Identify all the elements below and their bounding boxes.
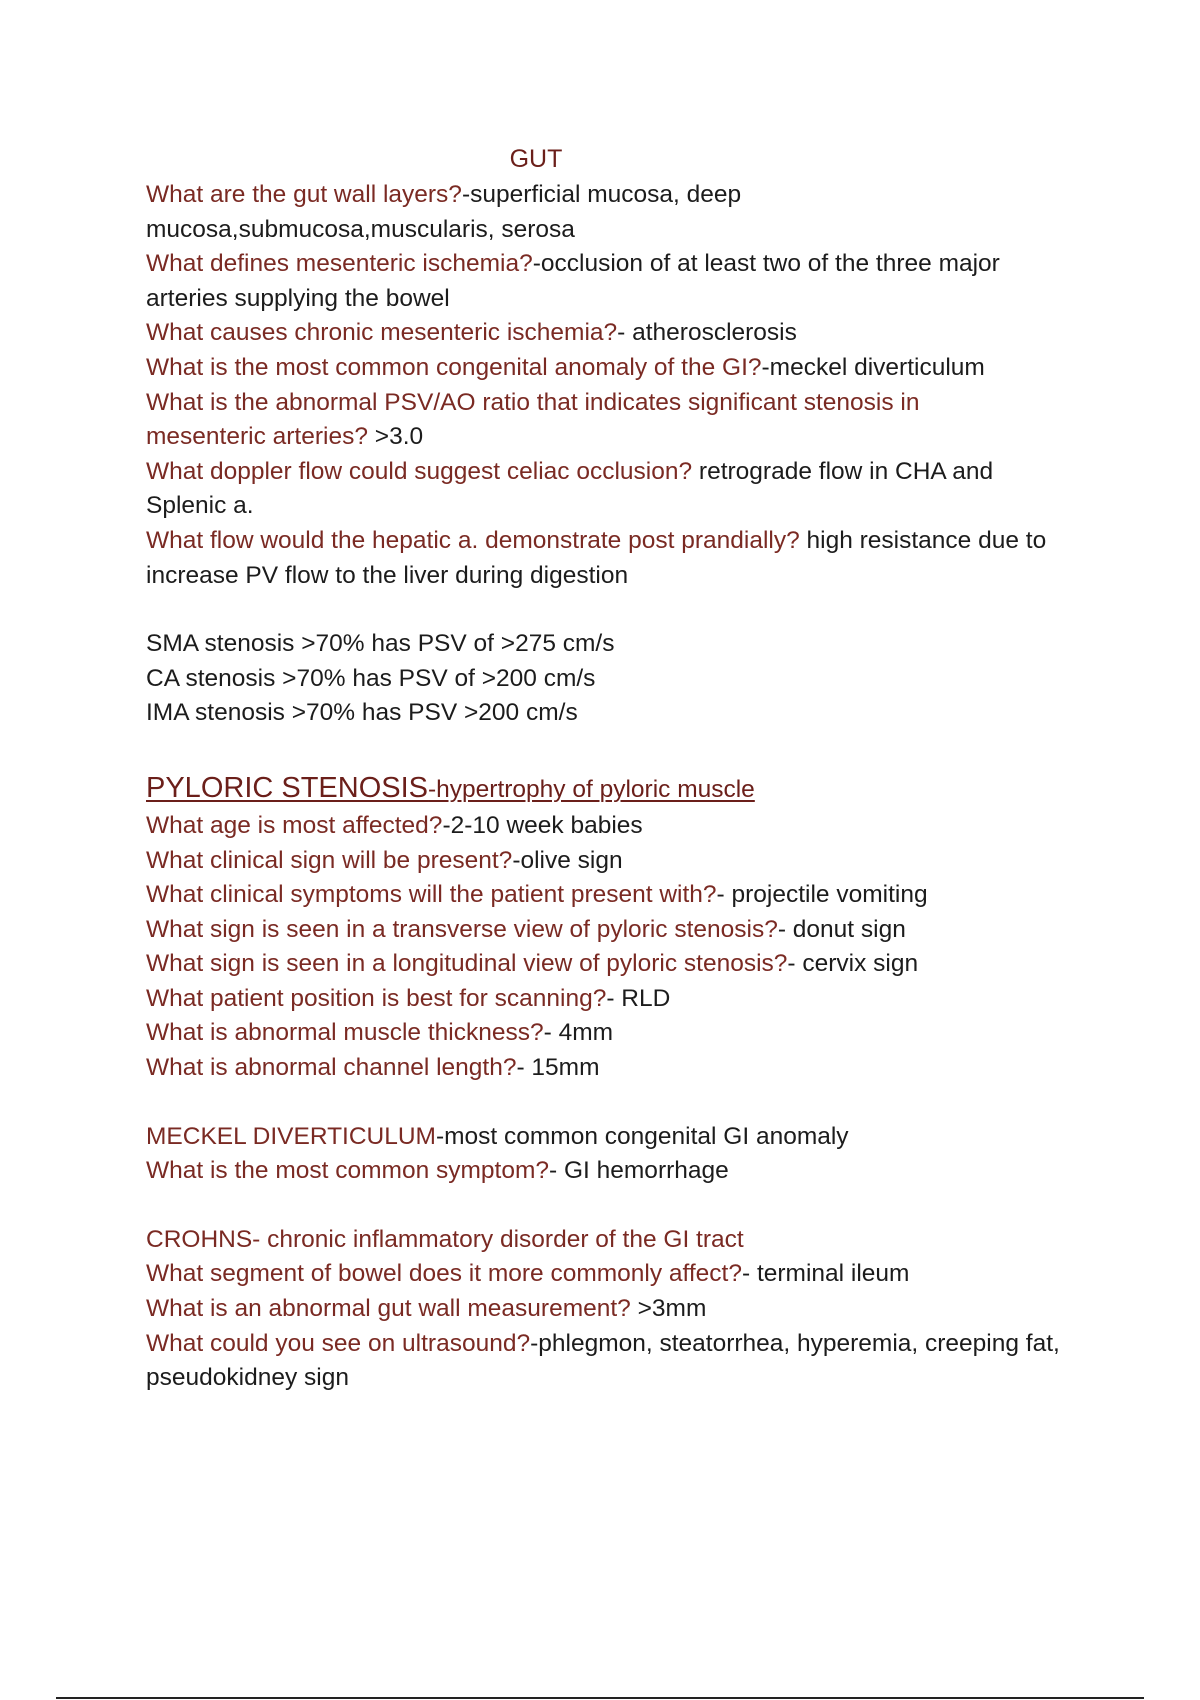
qa-item bbox=[146, 1154, 1096, 1189]
question: What is the most common congenital anomaly of the GI? bbox=[146, 353, 762, 381]
question: What is abnormal muscle thickness? bbox=[146, 1019, 544, 1047]
qa-item bbox=[146, 1016, 1096, 1051]
question: What age is most affected? bbox=[146, 811, 443, 839]
meckel-section bbox=[146, 1120, 1096, 1189]
answer: retrograde flow in CHA and Splenic a. bbox=[146, 457, 994, 520]
qa-item bbox=[146, 809, 1096, 844]
section-heading bbox=[146, 1120, 1096, 1155]
answer: - projectile vomiting bbox=[716, 881, 928, 909]
heading-text: CROHNS bbox=[146, 1225, 253, 1253]
answer: -superficial mucosa, deep mucosa,submucosa,muscularis, serosa bbox=[146, 181, 742, 243]
answer: -meckel diverticulum bbox=[761, 353, 985, 381]
crohns-section bbox=[146, 1223, 1096, 1396]
question: What is the abnormal PSV/AO ratio that indicates significant stenosis in mesenteric arteries? bbox=[146, 388, 920, 451]
question: What patient position is best for scanning? bbox=[146, 984, 607, 1012]
page-title: GUT bbox=[509, 145, 563, 173]
qa-item bbox=[146, 316, 1096, 351]
answer: - donut sign bbox=[777, 915, 906, 943]
question: What sign is seen in a transverse view of pyloric stenosis? bbox=[146, 915, 778, 943]
answer: - terminal ileum bbox=[742, 1260, 910, 1288]
qa-item bbox=[146, 844, 1096, 879]
answer: - 4mm bbox=[543, 1019, 614, 1047]
page-bottom-rule bbox=[56, 1697, 1144, 1699]
question: What causes chronic mesenteric ischemia? bbox=[146, 319, 618, 347]
question: What segment of bowel does it more commonly affect? bbox=[146, 1260, 742, 1288]
qa-item bbox=[146, 247, 1076, 316]
spacer bbox=[146, 731, 1096, 769]
answer: >3mm bbox=[630, 1295, 707, 1323]
answer: -occlusion of at least two of the three major arteries supplying the bowel bbox=[146, 250, 1000, 312]
spacer bbox=[146, 593, 1096, 627]
answer: high resistance due to increase PV flow to the liver during digestion bbox=[146, 526, 1047, 589]
heading-subtext: -most common congenital GI anomaly bbox=[435, 1122, 849, 1150]
answer: >3.0 bbox=[367, 423, 424, 451]
answer: - 15mm bbox=[516, 1054, 600, 1082]
answer: - GI hemorrhage bbox=[549, 1157, 729, 1185]
question: What sign is seen in a longitudinal view of pyloric stenosis? bbox=[146, 950, 788, 978]
qa-item bbox=[146, 455, 1076, 524]
qa-item bbox=[146, 1327, 1096, 1396]
qa-item bbox=[146, 913, 1096, 948]
question: What is abnormal channel length? bbox=[146, 1054, 517, 1082]
gut-qa-list bbox=[146, 178, 1096, 593]
answer: - cervix sign bbox=[787, 950, 919, 978]
qa-item bbox=[146, 1051, 1096, 1086]
question: What flow would the hepatic a. demonstrate post prandially? bbox=[146, 526, 800, 554]
qa-item bbox=[146, 947, 1096, 982]
qa-item bbox=[146, 1292, 1096, 1327]
question: What defines mesenteric ischemia? bbox=[146, 250, 533, 278]
qa-item bbox=[146, 1257, 1096, 1292]
criteria-item: IMA stenosis >70% has PSV >200 cm/s bbox=[146, 699, 578, 727]
question: What is the most common symptom? bbox=[146, 1157, 550, 1185]
document-page bbox=[146, 142, 1096, 1396]
question: What clinical symptoms will the patient present with? bbox=[146, 881, 717, 909]
answer: -phlegmon, steatorrhea, hyperemia, creeping fat, pseudokidney sign bbox=[146, 1329, 1060, 1392]
qa-item bbox=[146, 178, 786, 247]
section-heading bbox=[146, 1223, 1096, 1258]
spacer bbox=[146, 1189, 1096, 1223]
stenosis-criteria-list bbox=[146, 627, 1096, 731]
question: What doppler flow could suggest celiac occlusion? bbox=[146, 457, 693, 485]
answer: -2-10 week babies bbox=[442, 811, 643, 839]
heading-subtext: - chronic inflammatory disorder of the GI tract bbox=[252, 1225, 744, 1253]
question: What clinical sign will be present? bbox=[146, 846, 513, 874]
qa-item bbox=[146, 351, 1096, 386]
answer: -olive sign bbox=[512, 846, 623, 874]
pyloric-section bbox=[146, 769, 1096, 1086]
qa-item bbox=[146, 878, 1096, 913]
heading-text: MECKEL DIVERTICULUM bbox=[146, 1122, 436, 1150]
criteria-item: SMA stenosis >70% has PSV of >275 cm/s bbox=[146, 630, 615, 658]
answer: - atherosclerosis bbox=[617, 319, 797, 347]
question: What could you see on ultrasound? bbox=[146, 1329, 531, 1357]
heading-subtext: -hypertrophy of pyloric muscle bbox=[428, 775, 755, 803]
criteria-item: CA stenosis >70% has PSV of >200 cm/s bbox=[146, 664, 596, 692]
answer: - RLD bbox=[606, 984, 671, 1012]
qa-item bbox=[146, 524, 1096, 593]
question: What are the gut wall layers? bbox=[146, 181, 462, 208]
spacer bbox=[146, 1086, 1096, 1120]
qa-item bbox=[146, 982, 1096, 1017]
qa-item bbox=[146, 386, 1006, 455]
section-heading bbox=[146, 769, 1096, 809]
heading-text: PYLORIC STENOSIS bbox=[146, 771, 429, 804]
question: What is an abnormal gut wall measurement? bbox=[146, 1295, 631, 1323]
